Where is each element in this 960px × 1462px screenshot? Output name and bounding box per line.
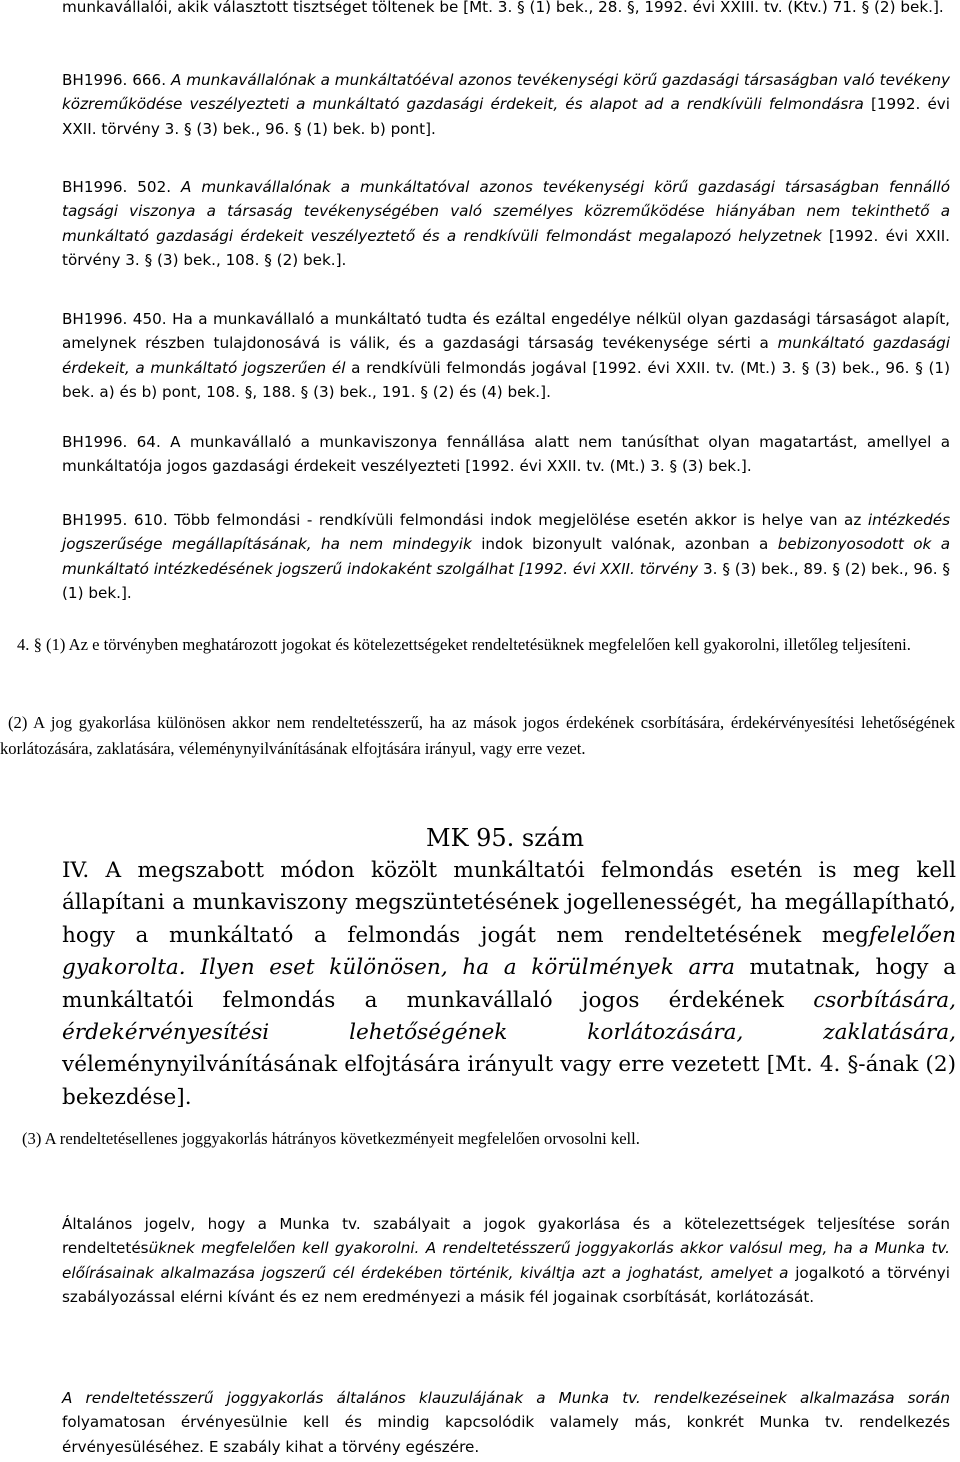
case-summary-italic: A munkavállalónak a munkáltatóéval azonos tevékenységi körű gazdasági társaságban való tevékeny közreműködése veszélyezteti a munkáltató gazdasági érdekeit, és alapot ad a rendkívüli felmondásra: [62, 71, 950, 114]
case-summary-part1: Ha a munkavállaló a munkáltató tudta és ezáltal engedélye nélkül olyan gazdasági társaságot alapít, amelynek részben tulajdonosává is válik, és a gazdasági társaság tevékenysége sérti a: [62, 310, 950, 353]
case-summary-italic2: bebizonyosodott ok a munkáltató intézkedésének jogszerű indokaként szolgálhat [1992. évi XXII. törvény: [62, 535, 951, 578]
section-4-paragraph-2: [0, 710, 955, 762]
case-bh1996-666: [62, 68, 950, 141]
case-summary-part2: a rendkívüli felmondás jogával [1992. évi XXII. tv. (Mt.) 3. § (3) bek., 96. § (1) bek. a) és b) pont, 108. §, 188. § (3) bek., 191. § (2) és (4) bek.].: [62, 358, 951, 401]
commentary-paragraph-1: [62, 1212, 950, 1309]
paragraph-intro-text: munkavállalói, akik választott tisztséget töltenek be [Mt. 3. § (1) bek., 28. §, 1992. évi XXIII. tv. (Ktv.) 71. § (2) bek.].: [62, 0, 944, 16]
mk-95-text-part3: véleménynyilvánításának elfojtására irányult vagy erre vezetett [Mt. 4. §-ának (2) bekezdése].: [62, 1052, 956, 1110]
case-reference: BH1996. 502.: [62, 178, 172, 196]
section-4-paragraph-1-text: 4. § (1) Az e törvényben meghatározott jogokat és kötelezettségeket rendeltetésüknek megfelelően kell gyakorolni, illetőleg teljesíteni.: [17, 635, 911, 654]
case-reference: BH1995. 610.: [62, 511, 168, 529]
commentary-1-italic: üknek megfelelően kell gyakorolni. A rendeltetésszerű joggyakorlás akkor valósul meg, ha a Munka tv. előírásainak alkalmazása jogszerű cél érdekében történik, kiváltja azt a joghatást, amelyet a: [62, 1239, 950, 1282]
case-bh1996-450: [62, 307, 950, 404]
commentary-2-italic: A rendeltetésszerű joggyakorlás általános klauzulájának a Munka tv. rendelkezéseinek alkalmazása során: [62, 1389, 950, 1407]
case-summary-italic: munkáltató gazdasági érdekeit, a munkáltató jogszerűen él: [62, 334, 951, 377]
case-citation: [1992. évi XXII. törvény 3. § (3) bek., 108. § (2) bek.].: [62, 226, 950, 269]
mk-95-text-part2: mutatnak, hogy a munkáltatói felmondás a munkavállaló jogos érdekének: [62, 955, 957, 1013]
commentary-1-part1: Általános jogelv, hogy a Munka tv. szabályait a jogok gyakorlása és a kötelezettségek teljesítése során rendeltetés: [62, 1215, 950, 1258]
mk-95-heading: MK 95. szám: [426, 824, 584, 852]
case-reference: BH1996. 64.: [62, 433, 161, 451]
section-4-paragraph-3: [22, 1126, 942, 1152]
case-summary: A munkavállaló a munkaviszonya fennállása alatt nem tanúsíthat olyan magatartást, amellyel a munkáltatója jogos gazdasági érdekeit veszélyezteti [1992. évi XXII. tv. (Mt.) 3. § (3) bek.].: [62, 433, 951, 476]
case-bh1995-610: [62, 508, 950, 605]
mk-95-statement: [62, 855, 956, 1114]
case-bh1996-502: [62, 175, 950, 272]
case-reference: BH1996. 666.: [62, 71, 167, 89]
case-summary-part3: 3. § (3) bek., 89. § (2) bek., 96. § (1) bek.].: [62, 559, 951, 602]
case-summary-italic1: intézkedés jogszerűsége megállapításának, ha nem mindegyik: [62, 511, 951, 554]
section-4-paragraph-1: [0, 632, 955, 658]
mk-95-text-italic2: csorbítására, érdekérvényesítési lehetőségének korlátozására, zaklatására,: [62, 987, 956, 1046]
case-bh1996-64: [62, 430, 950, 479]
commentary-1-part2: jogalkotó a törvényi szabályozással elérni kívánt és ez nem eredményezi a másik fél jogainak csorbítását, korlátozását.: [62, 1263, 951, 1306]
mk-95-text-italic1: felelően gyakorolta. Ilyen eset különösen, ha a körülmények arra: [62, 922, 956, 981]
case-summary-part2: indok bizonyult valónak, azonban a: [481, 535, 769, 554]
case-summary-part1: Több felmondási - rendkívüli felmondási indok megjelölése esetén akkor is helye van az: [174, 511, 862, 529]
case-reference: BH1996. 450.: [62, 310, 167, 328]
section-4-paragraph-2-text: (2) A jog gyakorlása különösen akkor nem rendeltetésszerű, ha az mások jogos érdekének csorbítására, érdekérvényesítési lehetőségének korlátozására, zaklatására, véleménynyilvánításának elfojtására irányul, vagy erre vezet.: [0, 713, 955, 758]
mk-95-text-part1: IV. A megszabott módon közölt munkáltatói felmondás esetén is meg kell állapítani a munkaviszony megszüntetésének jogellenességét, ha megállapítható, hogy a munkáltató a felmondás jogát nem rendeltetésének meg: [62, 858, 956, 948]
paragraph-intro: [62, 0, 950, 19]
section-4-paragraph-3-text: (3) A rendeltetésellenes joggyakorlás hátrányos következményeit megfelelően orvosolni kell.: [22, 1129, 640, 1148]
case-citation: [1992. évi XXII. törvény 3. § (3) bek., 96. § (1) bek. b) pont].: [62, 95, 951, 138]
commentary-paragraph-2: [62, 1386, 950, 1459]
commentary-2-text: folyamatosan érvényesülnie kell és mindig kapcsolódik valamely más, konkrét Munka tv. rendelkezés érvényesüléséhez. E szabály kihat a törvény egészére.: [62, 1413, 950, 1456]
case-summary-italic: A munkavállalónak a munkáltatóval azonos tevékenységi körű gazdasági társaságban fennálló tagsági viszonya a társaság tevékenységében való személyes közreműködése hiányában nem tekinthető a munkáltató gazdasági érdekeit veszélyeztető és a rendkívüli felmondást megalapozó helyzetnek: [62, 178, 951, 245]
